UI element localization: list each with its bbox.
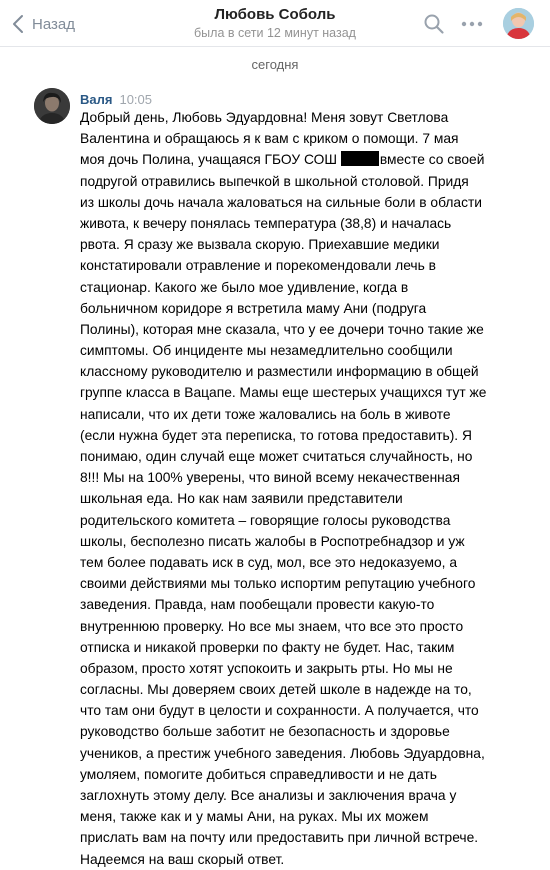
contact-avatar-image (503, 8, 534, 39)
message-line: школы, бесполезно писать жалобы в Роспотребнадзор и уж (80, 533, 465, 549)
message-line: симптомы. Об инциденте мы незамедлительно сообщили (80, 343, 453, 359)
message-line: тем более подавать иск в суд, мол, все это недоказуемо, а (80, 554, 458, 570)
message-line: руководство больше заботит не безопасность и здоровье (80, 724, 450, 740)
chevron-left-icon (12, 14, 24, 34)
contact-avatar[interactable] (503, 8, 534, 39)
back-button[interactable] (12, 12, 75, 36)
message-line: Добрый день, Любовь Эдуардовна! Меня зовут Светлова (80, 110, 449, 125)
message-time: 10:05 (119, 92, 153, 107)
message-line: что там они будут в целости и сохранности. А получается, что (80, 703, 479, 719)
message-line: согласны. Мы доверяем своих детей школе в надежде на то, (80, 682, 472, 698)
more-icon (460, 16, 484, 32)
message-line: 8!!! Мы на 100% уверены, что виной всему некачественная (80, 470, 460, 486)
message-line: заведения. Правда, нам пообещали провести какую-то (80, 597, 435, 613)
sender-name[interactable]: Валя (80, 92, 113, 107)
back-label: Назад (32, 15, 75, 33)
message-line: констатировали отравление и порекомендовали лечь в (80, 258, 436, 274)
chat-title: Любовь Соболь (214, 6, 336, 23)
message-line: живота, к вечеру понялась температура (38,8) и началась (80, 215, 452, 231)
message-text (80, 107, 550, 870)
chat-header (0, 0, 550, 47)
sender-avatar[interactable] (34, 88, 70, 124)
message-line: прислать вам на почту или предоставить при личной встрече. (80, 830, 479, 846)
message-line: написали, что их дети тоже жаловались на боль в животе (80, 406, 451, 422)
message-line: из школы дочь начала жаловаться на сильные боли в области (80, 194, 483, 210)
message-line: своими действиями мы только испортим репутацию учебного (80, 576, 476, 592)
message-line-head: моя дочь Полина, учащаяся ГБОУ СОШ (80, 152, 337, 168)
message-line: заглохнуть этому делу. Все анализы и заключения врача у (80, 788, 457, 803)
date-separator: сегодня (251, 57, 299, 72)
message-line: родительского комитета – говорящие голосы руководства (80, 512, 451, 528)
message-line: школьная еда. Но как нам заявили представители (80, 491, 403, 507)
message-line: группе класса в Вацапе. Мамы еще шестерых учащихся тут же (80, 385, 487, 401)
message-line: Валентина и обращаюсь я к вам с криком о помощи. 7 мая (80, 131, 459, 147)
message-line: внутреннюю проверку. Но все мы знаем, что все это просто (80, 618, 464, 634)
message-line: отписка и никакой проверки по факту не будет. Нас, таким (80, 639, 455, 655)
message-line: рвота. Я сразу же вызвала скорую. Приехавшие медики (80, 237, 440, 253)
message-line: Полины), которая мне сказала, что у ее дочери точно такие же (80, 321, 484, 337)
message-line: больничном коридоре я встретила маму Ани (подруга (80, 300, 427, 316)
message-line: классному руководителю и разместили информацию в общей (80, 364, 479, 380)
message-line: стационар. Какого же было мое удивление, когда в (80, 279, 409, 295)
sender-avatar-image (34, 88, 70, 124)
message-line: понимаю, один случай еще может считаться случайность, но (80, 449, 473, 464)
search-icon (423, 13, 445, 35)
redaction-box (341, 151, 379, 166)
search-button[interactable] (423, 13, 445, 35)
message-line-tail: вместе со своей (379, 152, 485, 168)
message-line: учеников, а престиж учебного заведения. Любовь Эдуардовна, (80, 745, 485, 761)
message-line (80, 149, 550, 170)
message-header (80, 92, 152, 108)
message-line: умоляем, помогите добиться справедливости и не дать (80, 766, 437, 782)
message-line: меня, также как и у мамы Ани, на руках. Мы их можем (80, 809, 429, 825)
chat-title-block[interactable] (150, 6, 400, 41)
message-line: Надеемся на ваш скорый ответ. (80, 851, 285, 867)
message-line: подругой отравились выпечкой в школьной столовой. Придя (80, 173, 469, 189)
last-seen-status: была в сети 12 минут назад (194, 26, 356, 40)
message-line: образом, просто хотят успокоить и закрыть рты. Но мы не (80, 660, 453, 676)
message-line: (если нужна будет эта переписка, то готова предоставить). Я (80, 427, 472, 443)
more-button[interactable] (460, 16, 484, 32)
